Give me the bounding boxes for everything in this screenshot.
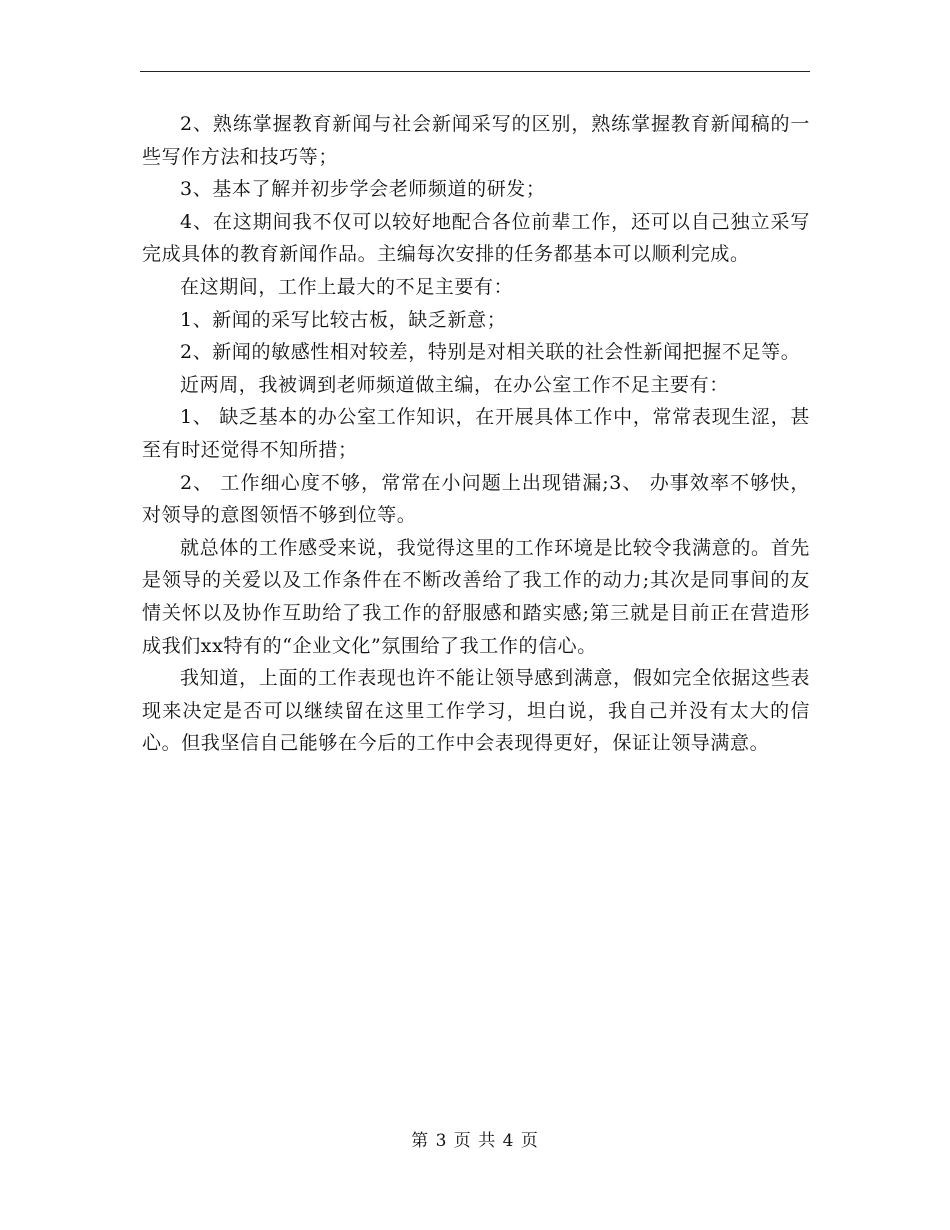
paragraph: 近两周，我被调到老师频道做主编，在办公室工作不足主要有： <box>180 373 729 396</box>
paragraph: 1、新闻的采写比较古板，缺乏新意； <box>180 308 507 331</box>
paragraph: 我知道，上面的工作表现也许不能让领导感到满意，假如完全依据这些表现来决定是否可以继续留在这里工作学习，坦白说，我自己并没有太大的信心。但我坚信自己能够在今后的工作中会表现得更好，保证让领导满意。 <box>142 667 810 755</box>
paragraph: 2、新闻的敏感性相对较差，特别是对相关联的社会性新闻把握不足等。 <box>180 341 801 364</box>
paragraph: 在这期间，工作上最大的不足主要有： <box>180 275 514 298</box>
paragraph: 4、在这期间我不仅可以较好地配合各位前辈工作，还可以自己独立采写完成具体的教育新闻作品。主编每次安排的任务都基本可以顺利完成。 <box>142 210 810 266</box>
page-number-footer: 第 3 页 共 4 页 <box>411 1131 539 1151</box>
paragraph: 2、熟练掌握教育新闻与社会新闻采写的区别，熟练掌握教育新闻稿的一些写作方法和技巧等； <box>142 113 810 168</box>
header-rule <box>140 71 810 72</box>
paragraph: 3、基本了解并初步学会老师频道的研发； <box>180 178 546 201</box>
paragraph: 2、 工作细心度不够，常常在小问题上出现错漏;3、 办事效率不够快，对领导的意图领悟不够到位等。 <box>142 471 810 527</box>
document-body <box>142 108 810 760</box>
paragraph: 1、 缺乏基本的办公室工作知识，在开展具体工作中，常常表现生涩，甚至有时还觉得不知所措； <box>142 406 810 461</box>
paragraph: 就总体的工作感受来说，我觉得这里的工作环境是比较令我满意的。首先是领导的关爱以及工作条件在不断改善给了我工作的动力;其次是同事间的友情关怀以及协作互助给了我工作的舒服感和踏实感;第三就是目前正在营造形成我们xx特有的“企业文化”氛围给了我工作的信心。 <box>142 536 810 657</box>
